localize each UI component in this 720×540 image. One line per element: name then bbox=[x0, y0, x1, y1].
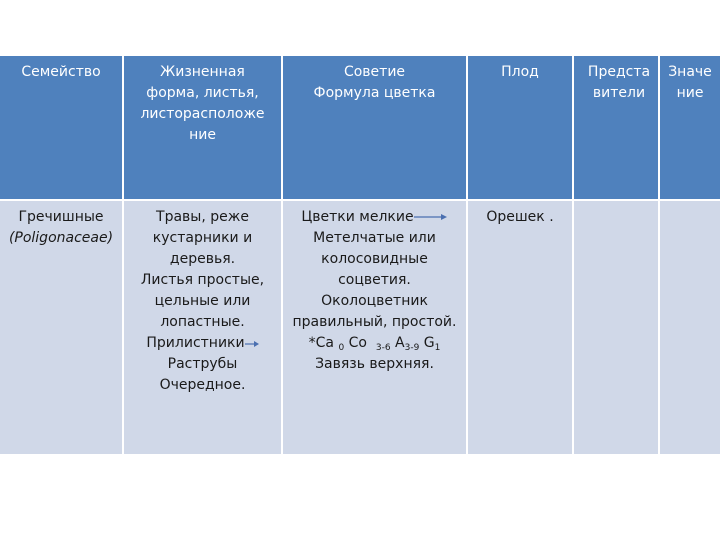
formula-corolla-sub: 3-6 bbox=[375, 343, 391, 353]
life-form-line: кустарники и bbox=[152, 230, 253, 246]
formula-gynoecium-sub: 1 bbox=[434, 343, 441, 353]
inflorescence-line: правильный, простой. bbox=[292, 314, 457, 330]
life-form-line: Травы, реже bbox=[156, 209, 249, 225]
formula-androecium: А bbox=[395, 335, 405, 351]
header-representatives-label: Предста вители bbox=[587, 64, 651, 101]
cell-inflorescence bbox=[283, 201, 466, 454]
header-inflorescence-label: Советие bbox=[343, 64, 406, 80]
inflorescence-line: Завязь верхняя. bbox=[315, 356, 434, 372]
header-significance bbox=[660, 56, 720, 199]
life-form-line: Очередное. bbox=[159, 377, 246, 393]
header-fruit bbox=[468, 56, 572, 199]
formula-calyx-sub: 0 bbox=[338, 343, 345, 353]
header-life-form bbox=[124, 56, 281, 199]
inflorescence-line: Метелчатые или bbox=[313, 230, 436, 246]
inflorescence-line-flowers bbox=[283, 207, 466, 228]
header-flower-formula-label: Формула цветка bbox=[313, 85, 436, 101]
header-representatives bbox=[574, 56, 658, 199]
life-form-line-stipules bbox=[124, 333, 281, 354]
header-significance-label: Значе ние bbox=[668, 64, 712, 101]
formula-corolla: Со bbox=[348, 335, 367, 351]
fruit-value: Орешек . bbox=[486, 209, 554, 225]
life-form-stipules-text: Прилистники bbox=[146, 335, 245, 351]
arrow-icon bbox=[245, 338, 259, 348]
flower-formula bbox=[283, 333, 466, 354]
header-inflorescence bbox=[283, 56, 466, 199]
life-form-line: цельные или bbox=[154, 293, 251, 309]
header-life-form-label: Жизненная форма, листья, листорасположе ние bbox=[140, 64, 265, 143]
arrow-icon bbox=[414, 212, 448, 222]
life-form-line: Листья простые, bbox=[140, 272, 265, 288]
family-latin: (Poligonaceae) bbox=[8, 230, 114, 246]
inflorescence-line: Околоцветник bbox=[321, 293, 428, 309]
life-form-line: деревья. bbox=[169, 251, 236, 267]
life-form-line: Раструбы bbox=[167, 356, 238, 372]
formula-androecium-sub: 3-9 bbox=[404, 343, 420, 353]
family-name: Гречишные bbox=[18, 209, 104, 225]
header-fruit-label: Плод bbox=[501, 64, 539, 80]
inflorescence-flowers-text: Цветки мелкие bbox=[301, 209, 414, 225]
cell-life-form bbox=[124, 201, 281, 454]
header-family-label: Семейство bbox=[21, 64, 101, 80]
cell-representatives bbox=[574, 201, 658, 454]
formula-gynoecium: G bbox=[423, 335, 435, 351]
life-form-line: лопастные. bbox=[160, 314, 245, 330]
inflorescence-line: колосовидные bbox=[321, 251, 428, 267]
inflorescence-line: соцветия. bbox=[338, 272, 411, 288]
formula-calyx: *Са bbox=[308, 335, 334, 351]
cell-significance bbox=[660, 201, 720, 454]
cell-family bbox=[0, 201, 122, 454]
header-family bbox=[0, 56, 122, 199]
cell-fruit bbox=[468, 201, 572, 454]
